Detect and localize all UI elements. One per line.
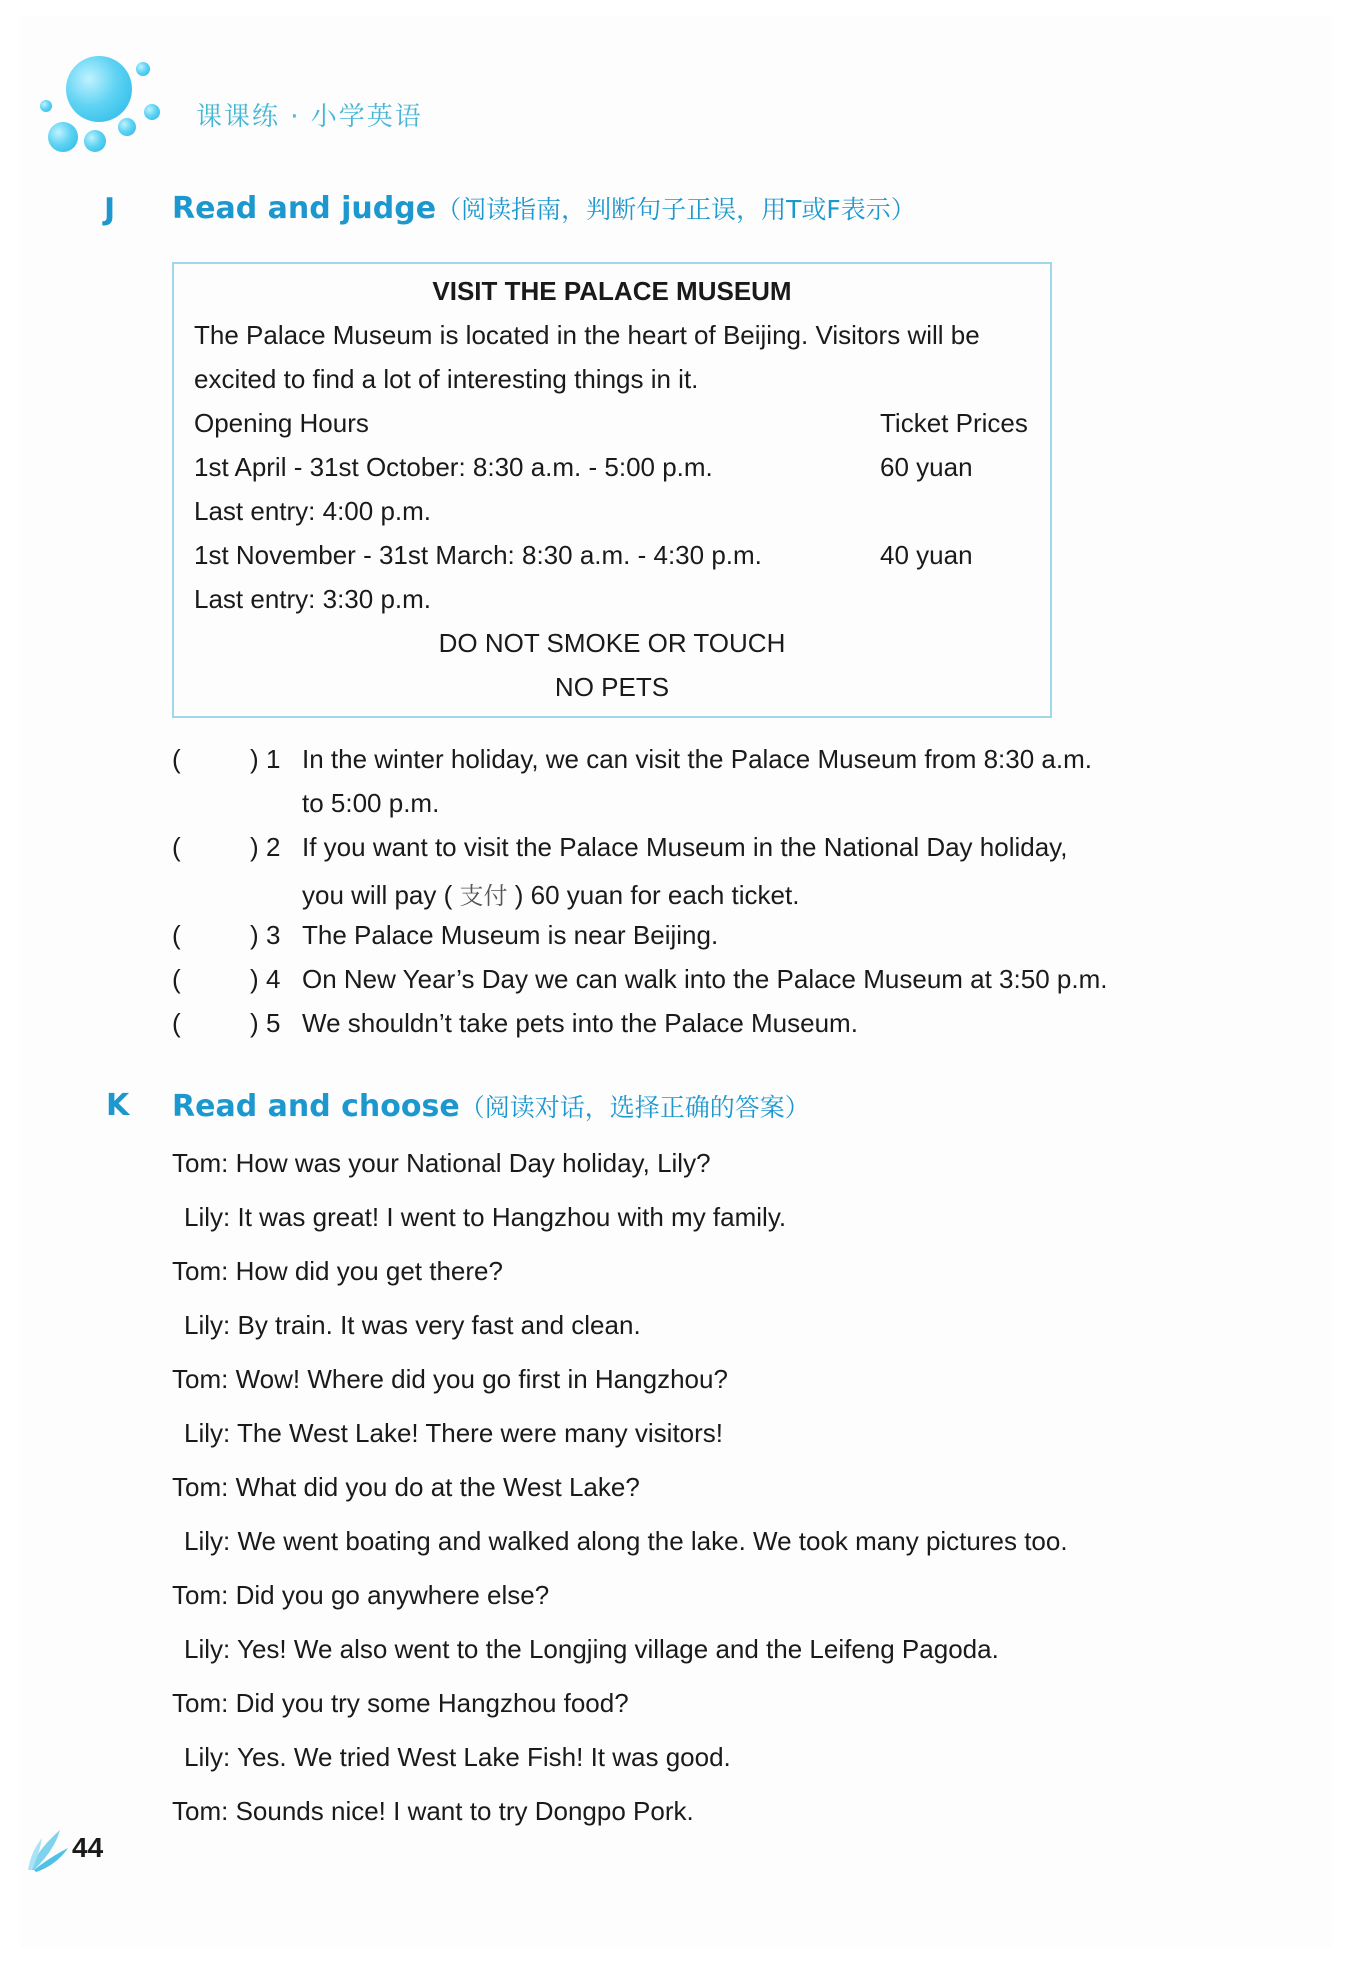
speaker-tom: Tom: xyxy=(172,1148,229,1178)
text-pre: you will pay ( xyxy=(302,880,460,910)
notice-heading: VISIT THE PALACE MUSEUM xyxy=(432,276,792,306)
question-text: In the winter holiday, we can visit the Palace Museum from 8:30 a.m. xyxy=(302,744,1092,774)
speaker-lily: Lily: xyxy=(184,1526,231,1556)
question-text-cont xyxy=(302,876,799,911)
question-text: On New Year’s Day we can walk into the Palace Museum at 3:50 p.m. xyxy=(302,964,1108,994)
dialogue-text: We went boating and walked along the lake. We took many pictures too. xyxy=(237,1526,1068,1556)
winter-hours: 1st November - 31st March: 8:30 a.m. - 4:30 p.m. xyxy=(194,540,762,570)
dialogue-line xyxy=(184,1418,723,1449)
notice-intro-line1: The Palace Museum is located in the heart of Beijing. Visitors will be xyxy=(194,320,980,350)
section-j-instruction: （阅读指南，判断句子正误，用T或F表示） xyxy=(436,195,916,224)
section-j-title-text: Read and judge xyxy=(172,191,437,226)
dialogue-text: What did you do at the West Lake? xyxy=(235,1472,640,1502)
answer-blank-open: ( xyxy=(172,744,181,774)
dialogue-line xyxy=(184,1742,731,1773)
question-text-cont: to 5:00 p.m. xyxy=(302,788,440,818)
opening-hours-header: Opening Hours xyxy=(194,408,369,438)
question-number: 4 xyxy=(266,964,281,994)
answer-blank-open: ( xyxy=(172,920,181,950)
dialogue-text: Did you try some Hangzhou food? xyxy=(235,1688,629,1718)
dialogue-text: It was great! I went to Hangzhou with my family. xyxy=(237,1202,787,1232)
dialogue-line xyxy=(172,1364,728,1395)
question-number: 2 xyxy=(266,832,281,862)
dialogue-text: Sounds nice! I want to try Dongpo Pork. xyxy=(235,1796,694,1826)
speaker-tom: Tom: xyxy=(172,1472,229,1502)
speaker-lily: Lily: xyxy=(184,1742,231,1772)
dialogue-text: Did you go anywhere else? xyxy=(235,1580,550,1610)
palace-museum-notice xyxy=(172,262,1052,718)
winter-price: 40 yuan xyxy=(880,540,973,570)
speaker-tom: Tom: xyxy=(172,1364,229,1394)
summer-hours: 1st April - 31st October: 8:30 a.m. - 5:00 p.m. xyxy=(194,452,713,482)
summer-price: 60 yuan xyxy=(880,452,973,482)
section-k-title-text: Read and choose xyxy=(172,1089,460,1124)
dialogue-text: How did you get there? xyxy=(235,1256,503,1286)
answer-blank-close: ) xyxy=(250,832,259,862)
dialogue-line xyxy=(172,1256,503,1287)
dialogue-line xyxy=(172,1580,549,1611)
question-text: If you want to visit the Palace Museum in the National Day holiday, xyxy=(302,832,1068,862)
answer-blank-close: ) xyxy=(250,964,259,994)
speaker-tom: Tom: xyxy=(172,1796,229,1826)
notice-intro-line2: excited to find a lot of interesting things in it. xyxy=(194,364,699,394)
answer-blank-close: ) xyxy=(250,1008,259,1038)
dialogue-line xyxy=(184,1634,999,1665)
question-number: 1 xyxy=(266,744,281,774)
dialogue-line xyxy=(184,1202,786,1233)
section-j-letter: J xyxy=(104,192,116,227)
dialogue-line xyxy=(184,1310,641,1341)
question-number: 3 xyxy=(266,920,281,950)
dialogue-text: By train. It was very fast and clean. xyxy=(237,1310,641,1340)
dialogue-line xyxy=(172,1148,711,1179)
series-title: 课课练 · 小学英语 xyxy=(196,102,423,132)
section-k-letter: K xyxy=(106,1088,130,1123)
answer-blank-open: ( xyxy=(172,832,181,862)
question-text: We shouldn’t take pets into the Palace Museum. xyxy=(302,1008,858,1038)
speaker-lily: Lily: xyxy=(184,1202,231,1232)
speaker-lily: Lily: xyxy=(184,1634,231,1664)
dialogue-line xyxy=(172,1688,629,1719)
winter-last-entry: Last entry: 3:30 p.m. xyxy=(194,584,432,614)
speaker-tom: Tom: xyxy=(172,1256,229,1286)
answer-blank-open: ( xyxy=(172,1008,181,1038)
rule-no-pets: NO PETS xyxy=(554,672,670,702)
dialogue-text: Yes. We tried West Lake Fish! It was good. xyxy=(237,1742,731,1772)
speaker-lily: Lily: xyxy=(184,1310,231,1340)
dialogue-line xyxy=(172,1472,640,1503)
page-number: 44 xyxy=(72,1832,104,1863)
dialogue-text: How was your National Day holiday, Lily? xyxy=(235,1148,711,1178)
question-text: The Palace Museum is near Beijing. xyxy=(302,920,719,950)
speaker-lily: Lily: xyxy=(184,1418,231,1448)
answer-blank-close: ) xyxy=(250,920,259,950)
dialogue-text: The West Lake! There were many visitors! xyxy=(237,1418,724,1448)
speaker-tom: Tom: xyxy=(172,1688,229,1718)
dialogue-line xyxy=(184,1526,1068,1557)
bubbles-decoration xyxy=(40,52,170,162)
answer-blank-close: ) xyxy=(250,744,259,774)
leaf-icon xyxy=(26,1826,70,1872)
section-j-title xyxy=(172,190,916,226)
section-k-instruction: （阅读对话，选择正确的答案） xyxy=(459,1093,810,1122)
rule-no-smoke: DO NOT SMOKE OR TOUCH xyxy=(438,628,786,658)
text-post: ) 60 yuan for each ticket. xyxy=(507,880,800,910)
speaker-tom: Tom: xyxy=(172,1580,229,1610)
dialogue-text: Yes! We also went to the Longjing village and the Leifeng Pagoda. xyxy=(237,1634,999,1664)
dialogue-line xyxy=(172,1796,694,1827)
dialogue-text: Wow! Where did you go first in Hangzhou? xyxy=(235,1364,728,1394)
ticket-prices-header: Ticket Prices xyxy=(880,408,1028,438)
question-number: 5 xyxy=(266,1008,281,1038)
section-k-title xyxy=(172,1088,810,1124)
chinese-gloss: 支付 xyxy=(459,882,508,910)
answer-blank-open: ( xyxy=(172,964,181,994)
summer-last-entry: Last entry: 4:00 p.m. xyxy=(194,496,432,526)
